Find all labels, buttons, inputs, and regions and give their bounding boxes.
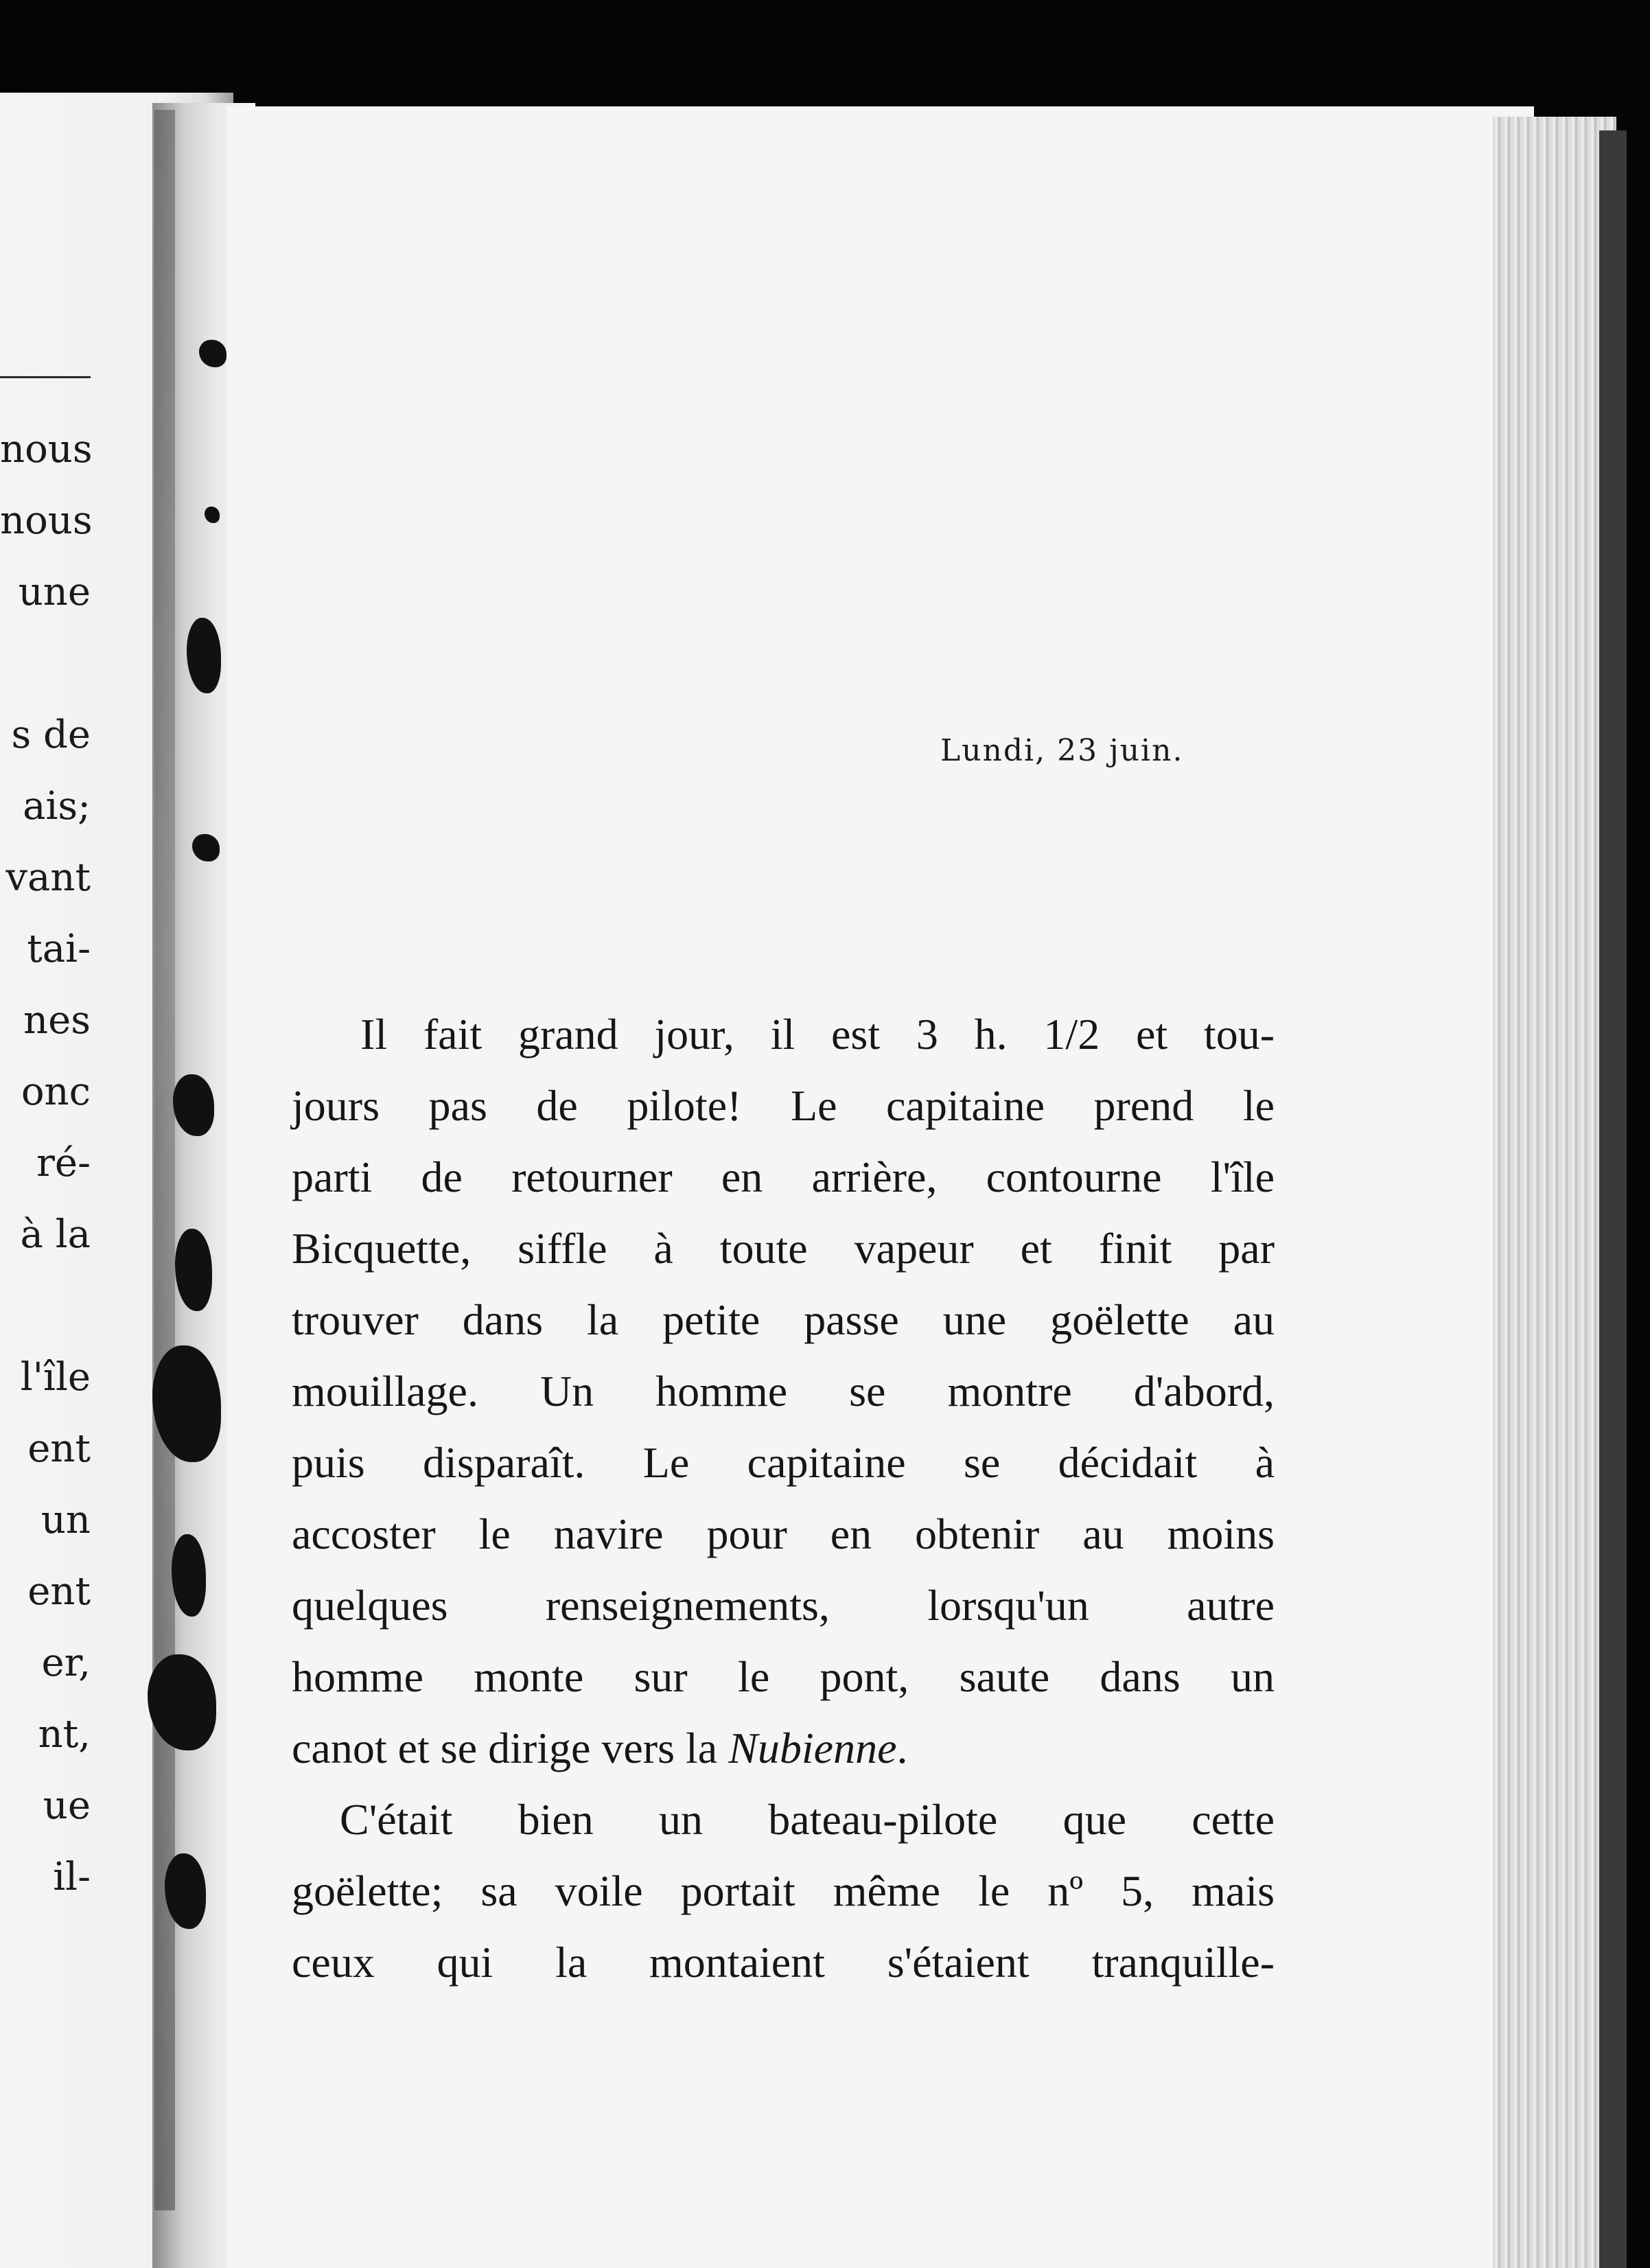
binding-stitch xyxy=(205,507,220,523)
text-line: accoster le navire pour en obtenir au moins xyxy=(292,1509,1275,1558)
text-line: trouver dans la petite passe une goëlette au xyxy=(292,1295,1275,1344)
left-line: ais; xyxy=(23,784,91,829)
left-line: une xyxy=(18,570,91,614)
left-line: ent xyxy=(27,1569,91,1614)
left-line: nous xyxy=(0,498,93,543)
left-line: nt, xyxy=(38,1712,91,1757)
left-line: ent xyxy=(27,1426,91,1471)
left-line: un xyxy=(40,1498,91,1542)
text-line: C'était bien un bateau-pilote que cette xyxy=(340,1795,1275,1844)
text-line: homme monte sur le pont, saute dans un xyxy=(292,1652,1275,1701)
text-fragment: canot et se dirige vers la xyxy=(292,1724,729,1772)
left-line: l'île xyxy=(20,1355,91,1400)
left-line: er, xyxy=(41,1641,91,1685)
ship-name: Nubienne xyxy=(728,1724,897,1772)
text-line: goëlette; sa voile portait même le nº 5, mais xyxy=(292,1866,1275,1915)
entry-date: Lundi, 23 juin. xyxy=(940,733,1184,768)
left-line: s de xyxy=(11,713,91,757)
text-line: Bicquette, siffle à toute vapeur et finit par xyxy=(292,1224,1275,1273)
left-line: nes xyxy=(23,998,91,1043)
left-line: tai- xyxy=(27,927,91,971)
left-line: onc xyxy=(21,1069,91,1114)
body-text xyxy=(292,999,1275,1998)
text-line: mouillage. Un homme se montre d'abord, xyxy=(292,1367,1275,1415)
text-line: Il fait grand jour, il est 3 h. 1/2 et tou- xyxy=(360,1010,1275,1058)
left-line: à la xyxy=(20,1212,91,1257)
text-line: ceux qui la montaient s'étaient tranquille- xyxy=(292,1938,1275,1987)
text-line: parti de retourner en arrière, contourne l'île xyxy=(292,1153,1275,1201)
text-line-final xyxy=(292,1713,1275,1784)
left-line xyxy=(0,1271,91,1342)
left-line: vant xyxy=(5,855,91,900)
text-line: puis disparaît. Le capitaine se décidait à xyxy=(292,1438,1275,1487)
left-page-rule xyxy=(0,376,91,378)
left-line: ré- xyxy=(36,1141,91,1185)
text-fragment: . xyxy=(896,1724,908,1772)
left-line: nous xyxy=(0,427,93,472)
page-block-edges xyxy=(1493,117,1616,2268)
cover-edge xyxy=(1599,130,1627,2268)
text-line: jours pas de pilote! Le capitaine prend le xyxy=(292,1081,1275,1130)
text-line: quelques renseignements, lorsqu'un autre xyxy=(292,1581,1275,1630)
left-page-text-fragments xyxy=(0,414,91,1913)
left-line: il- xyxy=(53,1855,91,1899)
left-line: ue xyxy=(43,1783,91,1828)
left-line xyxy=(0,628,91,699)
